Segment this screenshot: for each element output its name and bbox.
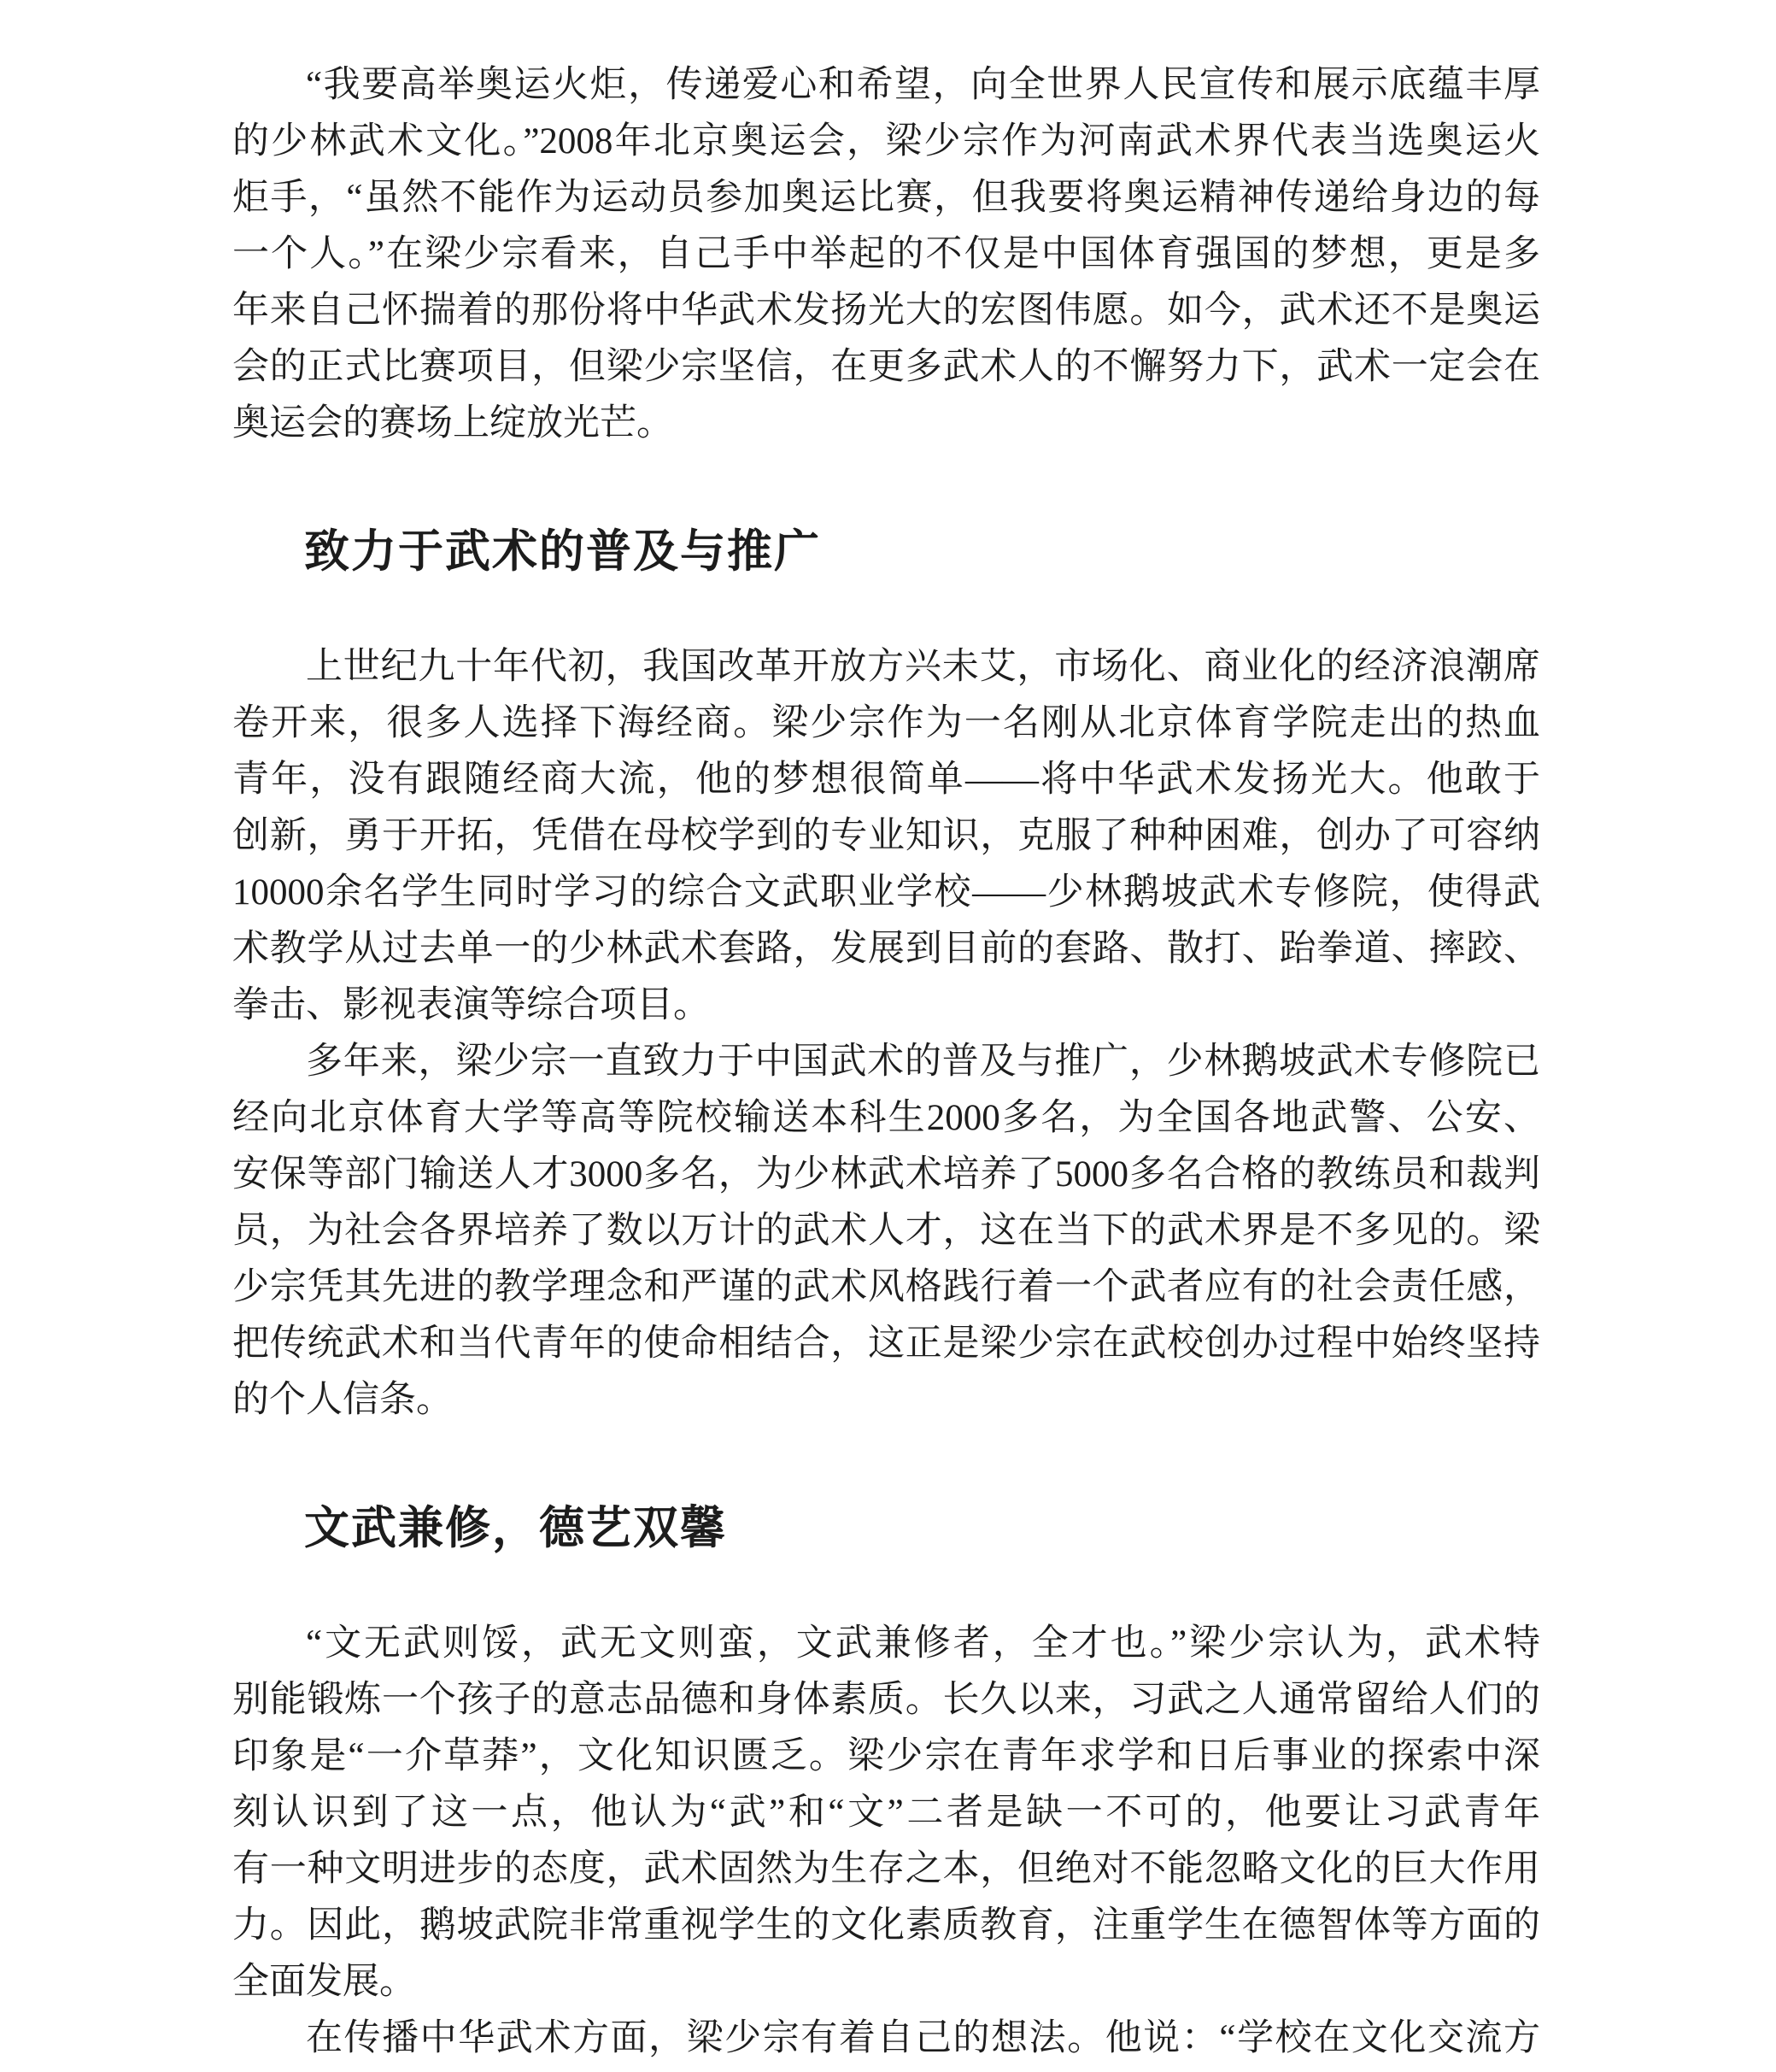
text-line: 上世纪九十年代初，我国改革开放方兴未艾，市场化、商业化的经济浪潮席: [306, 647, 1540, 687]
text-line: 的少林武术文化。”2008年北京奥运会，梁少宗作为河南武术界代表当选奥运火: [232, 121, 1540, 161]
paragraph: [232, 2010, 1540, 2067]
text-line: 奥运会的赛场上绽放光芒。: [232, 403, 673, 443]
text-line: 印象是“一介草莽”，文化知识匮乏。梁少宗在青年求学和日后事业的探索中深: [232, 1736, 1540, 1776]
paragraph: [232, 1616, 1540, 2010]
text-line: 在传播中华武术方面，梁少宗有着自己的想法。他说：“学校在文化交流方: [306, 2018, 1540, 2058]
text-line: 安保等部门输送人才3000多名，为少林武术培养了5000多名合格的教练员和裁判: [232, 1154, 1540, 1194]
text-line: 会的正式比赛项目，但梁少宗坚信，在更多武术人的不懈努力下，武术一定会在: [232, 347, 1540, 387]
text-line: 有一种文明进步的态度，武术固然为生存之本，但绝对不能忽略文化的巨大作用: [232, 1849, 1540, 1889]
text-line: 力。因此，鹅坡武院非常重视学生的文化素质教育，注重学生在德智体等方面的: [232, 1905, 1540, 1946]
text-line: 年来自己怀揣着的那份将中华武术发扬光大的宏图伟愿。如今，武术还不是奥运: [232, 291, 1540, 331]
text-line: 的个人信条。: [232, 1380, 453, 1420]
paragraph: [232, 639, 1540, 1034]
text-line: 全面发展。: [232, 1962, 416, 2002]
paragraph: [232, 1034, 1540, 1429]
text-line: “文无武则馁，武无文则蛮，文武兼修者，全才也。”梁少宗认为，武术特: [306, 1623, 1540, 1664]
text-line: 卷开来，很多人选择下海经商。梁少宗作为一名刚从北京体育学院走出的热血: [232, 703, 1540, 743]
text-line: 少宗凭其先进的教学理念和严谨的武术风格践行着一个武者应有的社会责任感，: [232, 1267, 1540, 1307]
text-line: 一个人。”在梁少宗看来，自己手中举起的不仅是中国体育强国的梦想，更是多: [232, 234, 1540, 274]
text-line: 创新，勇于开拓，凭借在母校学到的专业知识，克服了种种困难，创办了可容纳: [232, 816, 1540, 856]
text-line: 员，为社会各界培养了数以万计的武术人才，这在当下的武术界是不多见的。梁: [232, 1211, 1540, 1251]
text-line: 经向北京体育大学等高等院校输送本科生2000多名，为全国各地武警、公安、: [232, 1098, 1540, 1138]
text-line: 多年来，梁少宗一直致力于中国武术的普及与推广，少林鹅坡武术专修院已: [306, 1042, 1540, 1082]
section-heading: 致力于武术的普及与推广: [304, 525, 821, 578]
text-line: 10000余名学生同时学习的综合文武职业学校——少林鹅坡武术专修院，使得武: [232, 872, 1540, 913]
section-heading: 文武兼修，德艺双馨: [304, 1502, 727, 1554]
text-line: 青年，没有跟随经商大流，他的梦想很简单——将中华武术发扬光大。他敢于: [232, 760, 1540, 800]
text-line: 别能锻炼一个孩子的意志品德和身体素质。长久以来，习武之人通常留给人们的: [232, 1680, 1540, 1720]
text-line: 拳击、影视表演等综合项目。: [232, 985, 710, 1025]
text-line: “我要高举奥运火炬，传递爱心和希望，向全世界人民宣传和展示底蕴丰厚: [306, 65, 1540, 105]
text-line: 刻认识到了这一点，他认为“武”和“文”二者是缺一不可的，他要让习武青年: [232, 1793, 1540, 1833]
text-line: 把传统武术和当代青年的使命相结合，这正是梁少宗在武校创办过程中始终坚持: [232, 1324, 1540, 1364]
text-line: 术教学从过去单一的少林武术套路，发展到目前的套路、散打、跆拳道、摔跤、: [232, 929, 1540, 969]
text-line: 炬手，“虽然不能作为运动员参加奥运比赛，但我要将奥运精神传递给身边的每: [232, 178, 1540, 218]
paragraph: [232, 57, 1540, 452]
